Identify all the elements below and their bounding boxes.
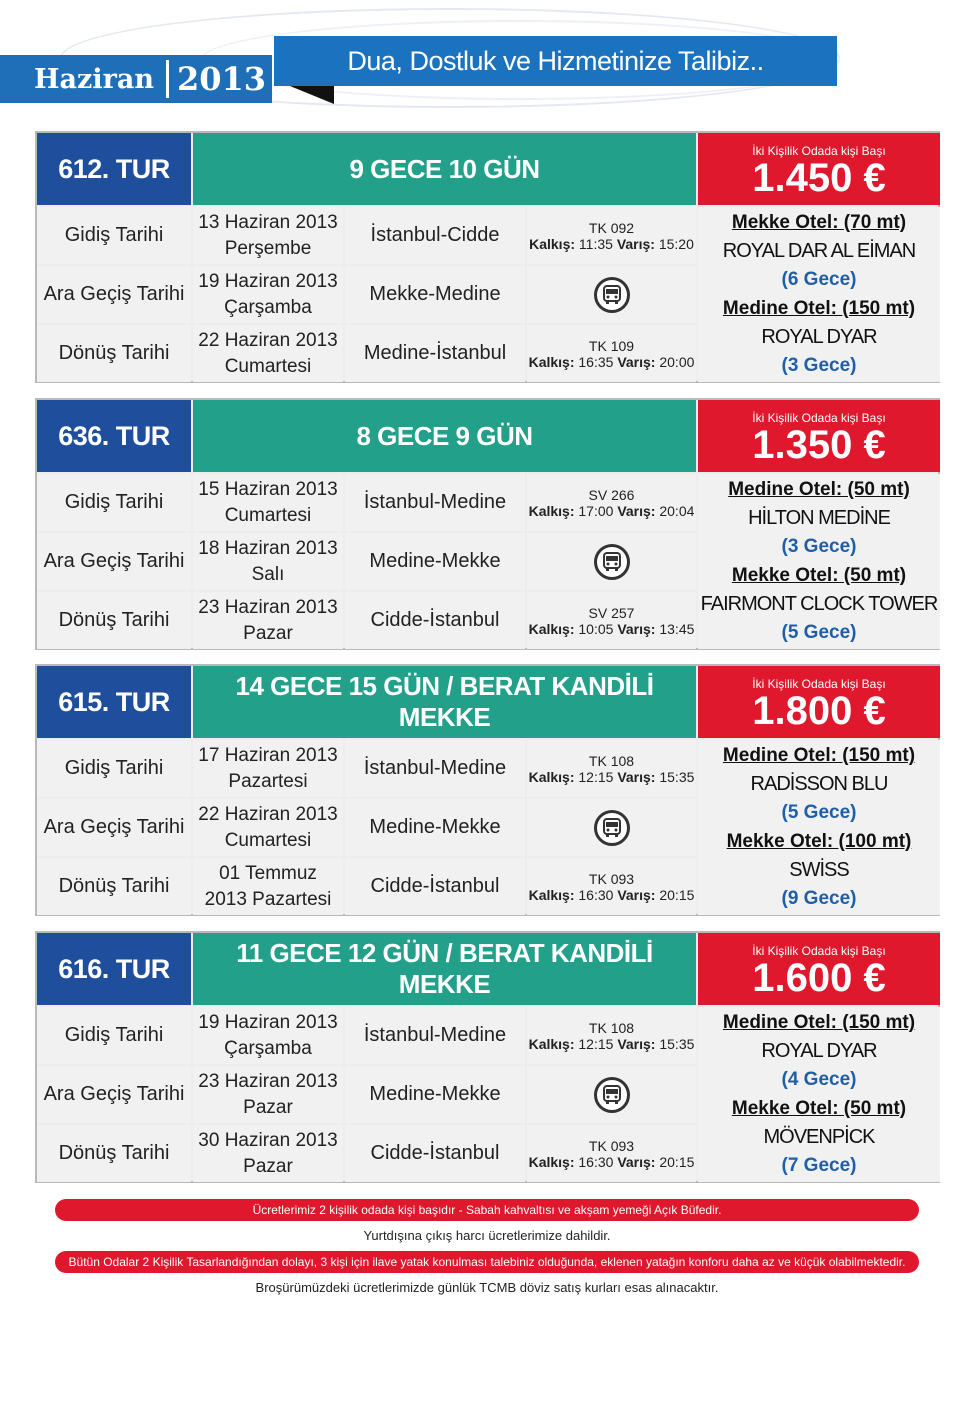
- tour-card: [35, 664, 940, 916]
- hotel-nights: (3 Gece): [781, 536, 857, 558]
- travel-date: 15 Haziran 2013 Cumartesi: [193, 474, 343, 531]
- row-label: Dönüş Tarihi: [37, 325, 191, 382]
- departure-time: 12:15: [578, 1035, 614, 1052]
- arrival-label: Varış:: [617, 502, 656, 519]
- slogan-banner: Dua, Dostluk ve Hizmetinize Talibiz..: [274, 36, 837, 86]
- route: Medine-İstanbul: [345, 325, 525, 382]
- arrival-time: 20:00: [659, 353, 695, 370]
- flight-code: TK 109: [588, 337, 635, 354]
- bus-icon: [594, 810, 630, 846]
- arrival-time: 15:20: [658, 235, 694, 252]
- row-label: Ara Geçiş Tarihi: [37, 1066, 191, 1123]
- price-box: [698, 133, 940, 205]
- departure-time: 16:30: [578, 1153, 614, 1170]
- departure-label: Kalkış:: [528, 353, 575, 370]
- hotel-name: ROYAL DYAR: [761, 325, 877, 348]
- flight-info: [527, 474, 696, 531]
- hotel-location: Medine Otel: (150 mt): [722, 297, 916, 319]
- travel-date: 18 Haziran 2013 Salı: [193, 533, 343, 590]
- tour-duration: 9 GECE 10 GÜN: [193, 133, 696, 205]
- banner-shadow: [290, 86, 334, 104]
- departure-label: Kalkış:: [529, 235, 576, 252]
- hotel-location: Medine Otel: (150 mt): [722, 745, 916, 767]
- route: İstanbul-Medine: [345, 474, 525, 531]
- travel-date: 30 Haziran 2013 Pazar: [193, 1125, 343, 1182]
- tour-number: 612. TUR: [37, 133, 191, 205]
- bus-icon: [594, 1077, 630, 1113]
- hotel-info: [698, 474, 940, 649]
- hotel-name: RADİSSON BLU: [750, 773, 888, 796]
- price-label: İki Kişilik Odada kişi Başı: [752, 944, 886, 958]
- hotel-nights: (5 Gece): [781, 802, 857, 824]
- hotel-nights: (5 Gece): [781, 621, 857, 643]
- price-value: 1.600 €: [752, 956, 886, 1000]
- row-label: Ara Geçiş Tarihi: [37, 799, 191, 856]
- hotel-info: [698, 1007, 940, 1182]
- travel-date: 23 Haziran 2013 Pazar: [193, 592, 343, 649]
- departure-label: Kalkış:: [528, 1035, 575, 1052]
- flight-info: [527, 858, 696, 915]
- arrival-label: Varış:: [617, 1153, 656, 1170]
- arrival-time: 15:35: [659, 768, 695, 785]
- departure-label: Kalkış:: [528, 502, 575, 519]
- travel-date: 23 Haziran 2013 Pazar: [193, 1066, 343, 1123]
- hotel-location: Mekke Otel: (50 mt): [731, 564, 907, 586]
- arrival-label: Varış:: [617, 1035, 656, 1052]
- tour-duration: 11 GECE 12 GÜN / BERAT KANDİLİ MEKKE: [193, 933, 696, 1005]
- travel-date: 22 Haziran 2013 Cumartesi: [193, 799, 343, 856]
- departure-label: Kalkış:: [528, 886, 575, 903]
- route: Medine-Mekke: [345, 1066, 525, 1123]
- note-tax: Yurtdışına çıkış harcı ücretlerimize dahildir.: [363, 1228, 611, 1243]
- row-label: Gidiş Tarihi: [37, 474, 191, 531]
- arrival-time: 20:15: [659, 1153, 695, 1170]
- departure-label: Kalkış:: [528, 620, 575, 637]
- tour-number: 616. TUR: [37, 933, 191, 1005]
- divider: [166, 60, 169, 98]
- departure-label: Kalkış:: [528, 768, 575, 785]
- month-label: Haziran: [34, 63, 154, 95]
- row-label: Dönüş Tarihi: [37, 592, 191, 649]
- hotel-nights: (6 Gece): [781, 269, 857, 291]
- departure-label: Kalkış:: [528, 1153, 575, 1170]
- tour-duration: 14 GECE 15 GÜN / BERAT KANDİLİ MEKKE: [193, 666, 696, 738]
- hotel-name: FAIRMONT CLOCK TOWER: [700, 592, 938, 615]
- travel-date: 19 Haziran 2013 Çarşamba: [193, 266, 343, 323]
- flight-times: [529, 621, 695, 637]
- hotel-location: Mekke Otel: (50 mt): [731, 1097, 907, 1119]
- tour-number: 615. TUR: [37, 666, 191, 738]
- route: İstanbul-Medine: [345, 1007, 525, 1064]
- flight-code: SV 257: [588, 604, 635, 621]
- row-label: Ara Geçiş Tarihi: [37, 533, 191, 590]
- hotel-name: MÖVENPİCK: [763, 1125, 875, 1148]
- arrival-label: Varış:: [617, 620, 656, 637]
- row-label: Dönüş Tarihi: [37, 1125, 191, 1182]
- note-meals: Ücretlerimiz 2 kişilik odada kişi başıdır - Sabah kahvaltısı ve akşam yemeği Açık Büfedir.: [55, 1199, 919, 1221]
- flight-info: [527, 592, 696, 649]
- year-label: 2013: [176, 60, 267, 98]
- hotel-location: Medine Otel: (50 mt): [728, 479, 910, 501]
- travel-date: 17 Haziran 2013 Pazartesi: [193, 740, 343, 797]
- bus-icon: [594, 544, 630, 580]
- flight-info: [527, 740, 696, 797]
- arrival-time: 20:04: [659, 502, 695, 519]
- arrival-label: Varış:: [617, 886, 656, 903]
- flight-times: [529, 1036, 695, 1052]
- price-box: [698, 933, 940, 1005]
- travel-date: 19 Haziran 2013 Çarşamba: [193, 1007, 343, 1064]
- flight-times: [529, 354, 695, 370]
- route: Medine-Mekke: [345, 799, 525, 856]
- route: Cidde-İstanbul: [345, 858, 525, 915]
- price-value: 1.450 €: [752, 156, 886, 200]
- flight-times: [529, 503, 695, 519]
- row-label: Gidiş Tarihi: [37, 1007, 191, 1064]
- arrival-time: 13:45: [659, 620, 695, 637]
- hotel-location: Medine Otel: (150 mt): [722, 1012, 916, 1034]
- price-label: İki Kişilik Odada kişi Başı: [752, 411, 886, 425]
- arrival-label: Varış:: [616, 235, 655, 252]
- row-label: Gidiş Tarihi: [37, 207, 191, 264]
- flight-times: [529, 887, 695, 903]
- price-value: 1.800 €: [752, 689, 886, 733]
- flight-info: [527, 207, 696, 264]
- row-label: Gidiş Tarihi: [37, 740, 191, 797]
- row-label: Dönüş Tarihi: [37, 858, 191, 915]
- tour-card: [35, 931, 940, 1183]
- hotel-name: ROYAL DAR AL EİMAN: [722, 240, 916, 263]
- hotel-nights: (7 Gece): [781, 1154, 857, 1176]
- row-label: Ara Geçiş Tarihi: [37, 266, 191, 323]
- hotel-info: [698, 740, 940, 915]
- route: Cidde-İstanbul: [345, 592, 525, 649]
- hotel-name: ROYAL DYAR: [761, 1040, 877, 1063]
- travel-date: 13 Haziran 2013 Perşembe: [193, 207, 343, 264]
- transit-transport: [527, 1066, 696, 1123]
- month-banner: [0, 55, 272, 103]
- flight-code: TK 093: [588, 1137, 635, 1154]
- note-exchange-rate: Broşürümüzdeki ücretlerimizde günlük TCMB döviz satış kurları esas alınacaktır.: [255, 1280, 719, 1295]
- hotel-name: HİLTON MEDİNE: [748, 507, 890, 530]
- departure-time: 17:00: [578, 502, 614, 519]
- arrival-time: 15:35: [659, 1035, 695, 1052]
- flight-info: [527, 1125, 696, 1182]
- tour-card: [35, 131, 940, 383]
- hotel-nights: (9 Gece): [781, 887, 857, 909]
- departure-time: 16:30: [578, 886, 614, 903]
- flight-code: TK 108: [588, 752, 635, 769]
- hotel-nights: (4 Gece): [781, 1069, 857, 1091]
- flight-info: [527, 1007, 696, 1064]
- price-box: [698, 666, 940, 738]
- price-label: İki Kişilik Odada kişi Başı: [752, 144, 886, 158]
- route: İstanbul-Cidde: [345, 207, 525, 264]
- hotel-location: Mekke Otel: (100 mt): [726, 830, 912, 852]
- route: Medine-Mekke: [345, 533, 525, 590]
- flight-info: [527, 325, 696, 382]
- route: Cidde-İstanbul: [345, 1125, 525, 1182]
- flight-times: [529, 769, 695, 785]
- hotel-nights: (3 Gece): [781, 354, 857, 376]
- tour-card: [35, 398, 940, 650]
- hotel-info: [698, 207, 940, 382]
- travel-date: 22 Haziran 2013 Cumartesi: [193, 325, 343, 382]
- flight-code: TK 108: [588, 1019, 635, 1036]
- arrival-label: Varış:: [617, 768, 656, 785]
- note-rooms: Bütün Odalar 2 Kişilik Tasarlandığından dolayı, 3 kişi için ilave yatak konulması talebiniz olduğunda, eklenen yatağın konforu daha az ve küçük olabilmektedir.: [55, 1251, 919, 1273]
- arrival-time: 20:15: [659, 886, 695, 903]
- price-label: İki Kişilik Odada kişi Başı: [752, 677, 886, 691]
- flight-times: [529, 236, 694, 252]
- flight-code: SV 266: [588, 486, 635, 503]
- route: İstanbul-Medine: [345, 740, 525, 797]
- departure-time: 11:35: [578, 235, 613, 252]
- flight-times: [529, 1154, 695, 1170]
- price-value: 1.350 €: [752, 423, 886, 467]
- bus-icon: [594, 277, 630, 313]
- tour-number: 636. TUR: [37, 400, 191, 472]
- flight-code: TK 092: [588, 219, 635, 236]
- tour-duration: 8 GECE 9 GÜN: [193, 400, 696, 472]
- departure-time: 12:15: [578, 768, 614, 785]
- hotel-location: Mekke Otel: (70 mt): [731, 212, 907, 234]
- hotel-name: SWİSS: [789, 858, 849, 881]
- price-box: [698, 400, 940, 472]
- travel-date: 01 Temmuz 2013 Pazartesi: [193, 858, 343, 915]
- route: Mekke-Medine: [345, 266, 525, 323]
- transit-transport: [527, 799, 696, 856]
- transit-transport: [527, 533, 696, 590]
- page-header: [0, 0, 974, 125]
- flight-code: TK 093: [588, 870, 635, 887]
- arrival-label: Varış:: [617, 353, 656, 370]
- transit-transport: [527, 266, 696, 323]
- departure-time: 10:05: [578, 620, 614, 637]
- departure-time: 16:35: [578, 353, 614, 370]
